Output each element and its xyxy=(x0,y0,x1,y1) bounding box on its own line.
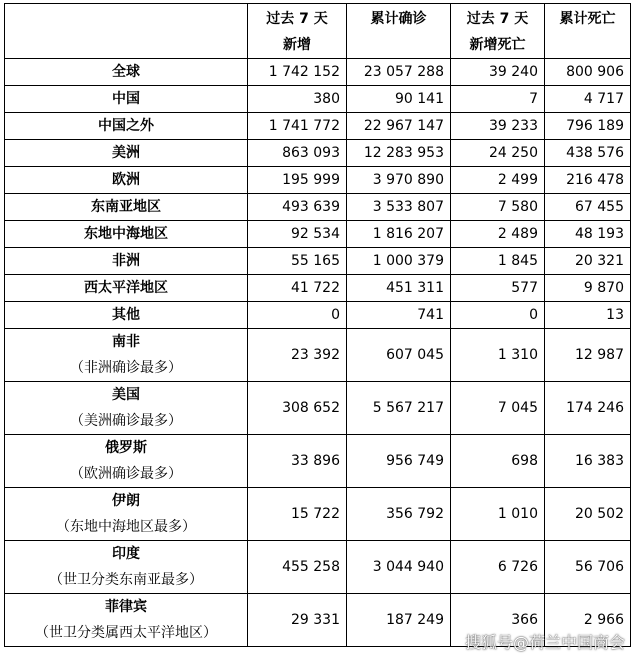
cumulative-confirmed-cell: 1 000 379 xyxy=(347,248,451,275)
region-cell xyxy=(5,488,248,541)
table-row xyxy=(5,167,631,194)
region-name: 非洲 xyxy=(112,253,140,269)
cumulative-deaths-cell: 13 xyxy=(545,302,631,329)
new-cases-7d-cell: 863 093 xyxy=(248,140,347,167)
cumulative-confirmed-cell: 5 567 217 xyxy=(347,382,451,435)
new-cases-7d-cell: 92 534 xyxy=(248,221,347,248)
header-row xyxy=(5,4,631,59)
new-cases-7d-cell: 29 331 xyxy=(248,594,347,647)
covid-statistics-table xyxy=(4,3,631,647)
region-note: （世卫分类属西太平洋地区） xyxy=(35,625,217,641)
region-name: 欧洲 xyxy=(112,172,140,188)
table-row xyxy=(5,541,631,594)
header-cumulative-confirmed xyxy=(347,4,451,59)
cumulative-confirmed-cell: 3 533 807 xyxy=(347,194,451,221)
cumulative-deaths-cell: 12 987 xyxy=(545,329,631,382)
region-note: （东地中海地区最多） xyxy=(56,519,196,535)
table-row xyxy=(5,194,631,221)
cumulative-deaths-cell: 796 189 xyxy=(545,113,631,140)
cumulative-deaths-cell: 4 717 xyxy=(545,86,631,113)
new-cases-7d-cell: 33 896 xyxy=(248,435,347,488)
region-cell xyxy=(5,194,248,221)
new-deaths-7d-cell: 7 580 xyxy=(451,194,545,221)
table-row xyxy=(5,248,631,275)
header-line: 过去 7 天 xyxy=(266,11,328,27)
region-name: 中国之外 xyxy=(98,118,154,134)
cumulative-confirmed-cell: 1 816 207 xyxy=(347,221,451,248)
new-cases-7d-cell: 195 999 xyxy=(248,167,347,194)
region-cell xyxy=(5,113,248,140)
header-new-deaths-7-days xyxy=(451,4,545,59)
region-name: 其他 xyxy=(112,307,140,323)
header-cumulative-deaths xyxy=(545,4,631,59)
region-name: 东南亚地区 xyxy=(91,199,161,215)
new-cases-7d-cell: 380 xyxy=(248,86,347,113)
region-name: 菲律宾 xyxy=(105,599,147,615)
region-cell xyxy=(5,382,248,435)
new-cases-7d-cell: 1 742 152 xyxy=(248,59,347,86)
header-line: 新增 xyxy=(283,37,311,53)
cumulative-deaths-cell: 9 870 xyxy=(545,275,631,302)
header-line: 过去 7 天 xyxy=(466,11,529,27)
table-row xyxy=(5,435,631,488)
region-note: （美洲确诊最多） xyxy=(70,413,182,429)
new-deaths-7d-cell: 24 250 xyxy=(451,140,545,167)
new-deaths-7d-cell: 366 xyxy=(451,594,545,647)
new-deaths-7d-cell: 39 233 xyxy=(451,113,545,140)
table-row xyxy=(5,329,631,382)
region-name: 东地中海地区 xyxy=(84,226,168,242)
cumulative-confirmed-cell: 956 749 xyxy=(347,435,451,488)
new-cases-7d-cell: 55 165 xyxy=(248,248,347,275)
new-deaths-7d-cell: 1 845 xyxy=(451,248,545,275)
new-deaths-7d-cell: 2 489 xyxy=(451,221,545,248)
cumulative-confirmed-cell: 451 311 xyxy=(347,275,451,302)
cumulative-confirmed-cell: 187 249 xyxy=(347,594,451,647)
region-name: 美国 xyxy=(112,387,140,403)
cumulative-confirmed-cell: 90 141 xyxy=(347,86,451,113)
new-cases-7d-cell: 0 xyxy=(248,302,347,329)
new-deaths-7d-cell: 6 726 xyxy=(451,541,545,594)
cumulative-deaths-cell: 16 383 xyxy=(545,435,631,488)
region-cell xyxy=(5,302,248,329)
new-deaths-7d-cell: 2 499 xyxy=(451,167,545,194)
region-cell xyxy=(5,86,248,113)
new-deaths-7d-cell: 39 240 xyxy=(451,59,545,86)
cumulative-confirmed-cell: 23 057 288 xyxy=(347,59,451,86)
region-cell xyxy=(5,248,248,275)
region-note: （世卫分类东南亚最多） xyxy=(49,572,203,588)
new-deaths-7d-cell: 7 045 xyxy=(451,382,545,435)
table-row xyxy=(5,275,631,302)
cumulative-deaths-cell: 174 246 xyxy=(545,382,631,435)
region-cell xyxy=(5,167,248,194)
new-cases-7d-cell: 15 722 xyxy=(248,488,347,541)
header-new-7-days xyxy=(248,4,347,59)
new-deaths-7d-cell: 577 xyxy=(451,275,545,302)
cumulative-confirmed-cell: 741 xyxy=(347,302,451,329)
table-body xyxy=(5,59,631,647)
cumulative-deaths-cell: 438 576 xyxy=(545,140,631,167)
cumulative-deaths-cell: 20 321 xyxy=(545,248,631,275)
region-cell xyxy=(5,221,248,248)
region-note: （欧洲确诊最多） xyxy=(70,466,182,482)
table-row xyxy=(5,86,631,113)
region-name: 印度 xyxy=(112,546,140,562)
header-region xyxy=(5,4,248,59)
table-row xyxy=(5,302,631,329)
new-deaths-7d-cell: 7 xyxy=(451,86,545,113)
cumulative-confirmed-cell: 12 283 953 xyxy=(347,140,451,167)
table-row xyxy=(5,382,631,435)
region-cell xyxy=(5,594,248,647)
region-name: 西太平洋地区 xyxy=(84,280,168,296)
region-cell xyxy=(5,329,248,382)
new-deaths-7d-cell: 698 xyxy=(451,435,545,488)
cumulative-deaths-cell: 800 906 xyxy=(545,59,631,86)
new-deaths-7d-cell: 1 010 xyxy=(451,488,545,541)
watermark-text: 搜狐号@荷兰中国商会 xyxy=(464,633,625,652)
region-cell xyxy=(5,541,248,594)
new-cases-7d-cell: 23 392 xyxy=(248,329,347,382)
region-cell xyxy=(5,59,248,86)
new-deaths-7d-cell: 0 xyxy=(451,302,545,329)
region-name: 伊朗 xyxy=(112,493,140,509)
new-cases-7d-cell: 493 639 xyxy=(248,194,347,221)
header-line: 新增死亡 xyxy=(469,37,526,53)
table-row xyxy=(5,59,631,86)
cumulative-confirmed-cell: 22 967 147 xyxy=(347,113,451,140)
region-name: 中国 xyxy=(112,91,140,107)
table-row xyxy=(5,140,631,167)
table-row xyxy=(5,488,631,541)
cumulative-confirmed-cell: 356 792 xyxy=(347,488,451,541)
new-cases-7d-cell: 41 722 xyxy=(248,275,347,302)
new-cases-7d-cell: 308 652 xyxy=(248,382,347,435)
cumulative-confirmed-cell: 3 970 890 xyxy=(347,167,451,194)
new-deaths-7d-cell: 1 310 xyxy=(451,329,545,382)
table-row xyxy=(5,113,631,140)
new-cases-7d-cell: 1 741 772 xyxy=(248,113,347,140)
table-row xyxy=(5,221,631,248)
header-line: 累计确诊 xyxy=(370,11,427,27)
cumulative-deaths-cell: 48 193 xyxy=(545,221,631,248)
cumulative-deaths-cell: 20 502 xyxy=(545,488,631,541)
region-name: 南非 xyxy=(112,334,140,350)
region-name: 俄罗斯 xyxy=(105,440,147,456)
region-cell xyxy=(5,435,248,488)
region-cell xyxy=(5,275,248,302)
cumulative-confirmed-cell: 607 045 xyxy=(347,329,451,382)
header-line: 累计死亡 xyxy=(559,11,616,27)
region-name: 全球 xyxy=(112,64,140,80)
cumulative-deaths-cell: 2 966 xyxy=(545,594,631,647)
region-name: 美洲 xyxy=(112,145,140,161)
cumulative-confirmed-cell: 3 044 940 xyxy=(347,541,451,594)
cumulative-deaths-cell: 56 706 xyxy=(545,541,631,594)
region-note: （非洲确诊最多） xyxy=(70,360,182,376)
region-cell xyxy=(5,140,248,167)
cumulative-deaths-cell: 216 478 xyxy=(545,167,631,194)
new-cases-7d-cell: 455 258 xyxy=(248,541,347,594)
cumulative-deaths-cell: 67 455 xyxy=(545,194,631,221)
